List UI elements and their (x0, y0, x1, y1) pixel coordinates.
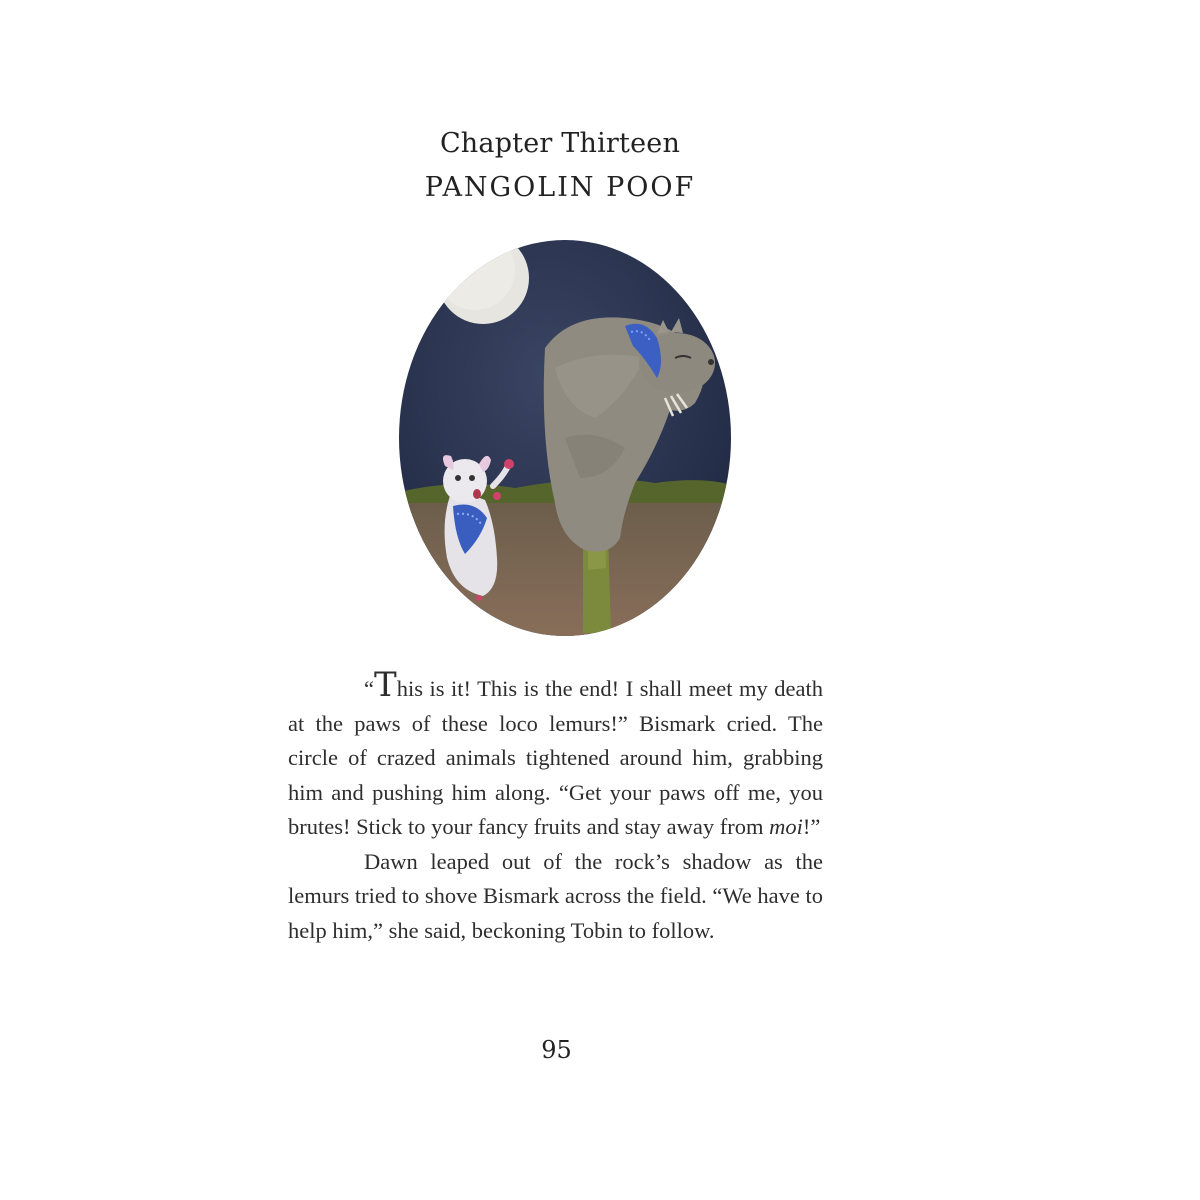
drop-cap-letter: T (374, 665, 397, 705)
paragraph-1-italic: moi (769, 814, 803, 839)
paragraph-1 (288, 665, 823, 845)
body-text (288, 665, 823, 948)
paragraph-1-text-a: his is it! This is the end! I shall meet my death at the paws of these loco lemurs!” Bismark cried. The circle of crazed animals tightened around him, grabbing him and pushing him along. “Get your paws off me, you brutes! Stick to your fancy fruits and stay away from (288, 676, 823, 839)
chapter-illustration (395, 238, 735, 638)
chapter-title: PANGOLIN POOF (424, 172, 696, 203)
paragraph-1-text-b: !” (802, 814, 821, 839)
chapter-number: Chapter Thirteen (439, 128, 681, 159)
paragraph-2: Dawn leaped out of the rock’s shadow as the lemurs tried to shove Bismark across the field. “We have to help him,” she said, beckoning Tobin to follow. (288, 848, 823, 943)
quote-mark: “ (364, 676, 374, 701)
page-number: 95 (541, 1036, 572, 1064)
